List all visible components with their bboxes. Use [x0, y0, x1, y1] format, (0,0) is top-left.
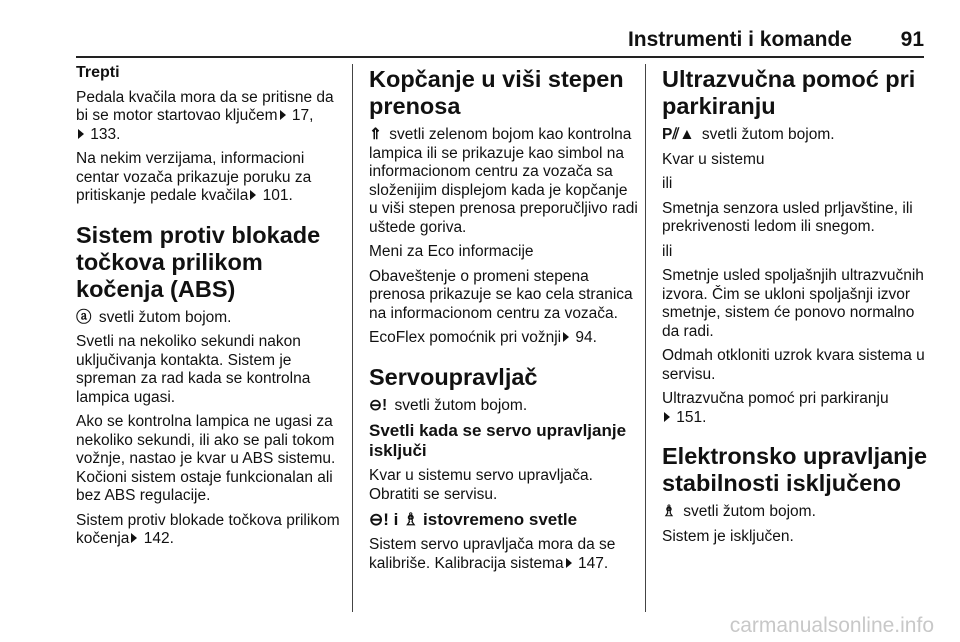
paragraph: Svetli na nekoliko sekundi nakon uključivanja kontakta. Sistem je spreman za rad kada se kontrolna lampica ugasi.	[76, 333, 311, 406]
paragraph: ili	[662, 175, 673, 192]
page-reference-arrow-icon	[250, 190, 256, 200]
paragraph: Obaveštenje o promeni stepena prenosa prikazuje se kao cela stranica na informacionom centru za vozača.	[369, 267, 633, 322]
esc-off-icon: ♗	[403, 510, 419, 529]
paragraph	[76, 309, 346, 328]
section-heading-esc: Elektronsko upravljanje stabilnosti isključeno	[662, 443, 928, 496]
page-reference[interactable]: 17,	[287, 107, 314, 124]
text: svetli žutom bojom.	[94, 308, 232, 326]
column-2	[369, 64, 639, 579]
paragraph	[76, 89, 346, 145]
abs-warning-icon: ⓐ	[76, 308, 92, 326]
paragraph: Kvar u sistemu	[662, 150, 765, 168]
page-reference-arrow-icon	[280, 110, 286, 120]
page-reference[interactable]: 142.	[139, 530, 174, 547]
text: svetli žutom bojom.	[697, 126, 835, 143]
paragraph	[76, 150, 346, 206]
page-reference-arrow-icon	[131, 533, 137, 543]
text: Sistem protiv blokade točkova prilikom kočenja	[76, 511, 340, 547]
column-divider	[352, 64, 353, 612]
page-reference[interactable]: 94.	[571, 329, 597, 346]
page-reference-arrow-icon	[78, 129, 84, 139]
text: Pedala kvačila mora da se pritisne da bi se motor startovao ključem	[76, 88, 334, 124]
paragraph	[369, 397, 639, 416]
page-header-title: Instrumenti i komande	[627, 28, 852, 51]
text: Ultrazvučna pomoć pri parkiranju	[662, 390, 889, 407]
text: EcoFlex pomoćnik pri vožnji	[369, 329, 562, 346]
parking-assist-icon: P⫽▲	[662, 126, 695, 143]
text: svetli žutom bojom.	[390, 396, 528, 414]
page-reference-arrow-icon	[566, 558, 572, 568]
column-3	[662, 64, 932, 552]
paragraph: Smetnja senzora usled prljavštine, ili prekrivenosti ledom ili snegom.	[662, 199, 913, 235]
page-reference-arrow-icon	[664, 412, 670, 422]
text: Na nekim verzijama, informacioni centar vozača prikazuje poruku za pritiskanje pedale kvačila	[76, 150, 312, 204]
steering-warning-icon: ⊖!	[369, 396, 388, 414]
page-reference[interactable]: 147.	[573, 554, 609, 572]
esc-off-icon: ♗	[662, 503, 676, 520]
text: istovremeno svetle	[418, 510, 578, 529]
page-reference[interactable]: 133.	[86, 125, 121, 143]
upshift-arrow-icon: ⇑	[369, 126, 382, 143]
section-heading-trepti: Trepti	[76, 64, 120, 81]
page-header	[0, 0, 960, 54]
text: Sistem servo upravljača mora da se kalibriše. Kalibracija sistema	[369, 536, 616, 572]
paragraph: Smetnje usled spoljašnjih ultrazvučnih izvora. Čim se ukloni spoljašnji izvor smetnje, sistem će ponovo normalno da radi.	[662, 267, 924, 340]
page-number: 91	[900, 28, 924, 51]
text: svetli zelenom bojom kao kontrolna lampica ili se prikazuje kao simbol na informacionom centru za vozača sa složenijim displejom kada je kopčanje u viši stepen prenosa preporučljivo radi uštede goriva.	[369, 126, 638, 236]
page-reference[interactable]: 101.	[258, 187, 293, 204]
page-reference[interactable]: 151.	[672, 408, 707, 426]
paragraph: Sistem je isključen.	[662, 527, 794, 545]
section-heading-servo: Servoupravljač	[369, 363, 538, 390]
paragraph	[76, 512, 346, 549]
text: svetli žutom bojom.	[678, 503, 816, 520]
steering-warning-icon: ⊖!	[369, 510, 389, 529]
subheading	[369, 510, 639, 530]
page-reference-arrow-icon	[563, 332, 569, 342]
paragraph	[662, 503, 932, 522]
section-heading-shift: Kopčanje u viši stepen prenosa	[369, 66, 624, 119]
subheading: Svetli kada se servo upravljanje isključi	[369, 421, 627, 460]
paragraph	[662, 126, 932, 145]
text: i	[388, 510, 404, 529]
paragraph	[662, 390, 932, 427]
section-heading-parking: Ultrazvučna pomoć pri parkiranju	[662, 66, 916, 119]
paragraph	[369, 126, 639, 237]
paragraph: Ako se kontrolna lampica ne ugasi za nekoliko sekundi, ili ako se pali tokom vožnje, nastao je kvar u ABS sistemu. Kočioni sistem ostaje funkcionalan ali bez ABS regulacije.	[76, 413, 336, 504]
section-heading-abs: Sistem protiv blokade točkova prilikom kočenja (ABS)	[76, 221, 321, 302]
header-rule	[76, 56, 924, 58]
paragraph: Odmah otkloniti uzrok kvara sistema u servisu.	[662, 347, 925, 383]
paragraph: Kvar u sistemu servo upravljača. Obratiti se servisu.	[369, 467, 593, 503]
paragraph: ili	[662, 242, 673, 260]
column-divider	[645, 64, 646, 612]
paragraph	[369, 536, 639, 573]
paragraph: Meni za Eco informacije	[369, 243, 534, 260]
column-1	[76, 64, 346, 555]
paragraph	[369, 329, 639, 348]
watermark: carmanualsonline.info	[729, 614, 934, 637]
